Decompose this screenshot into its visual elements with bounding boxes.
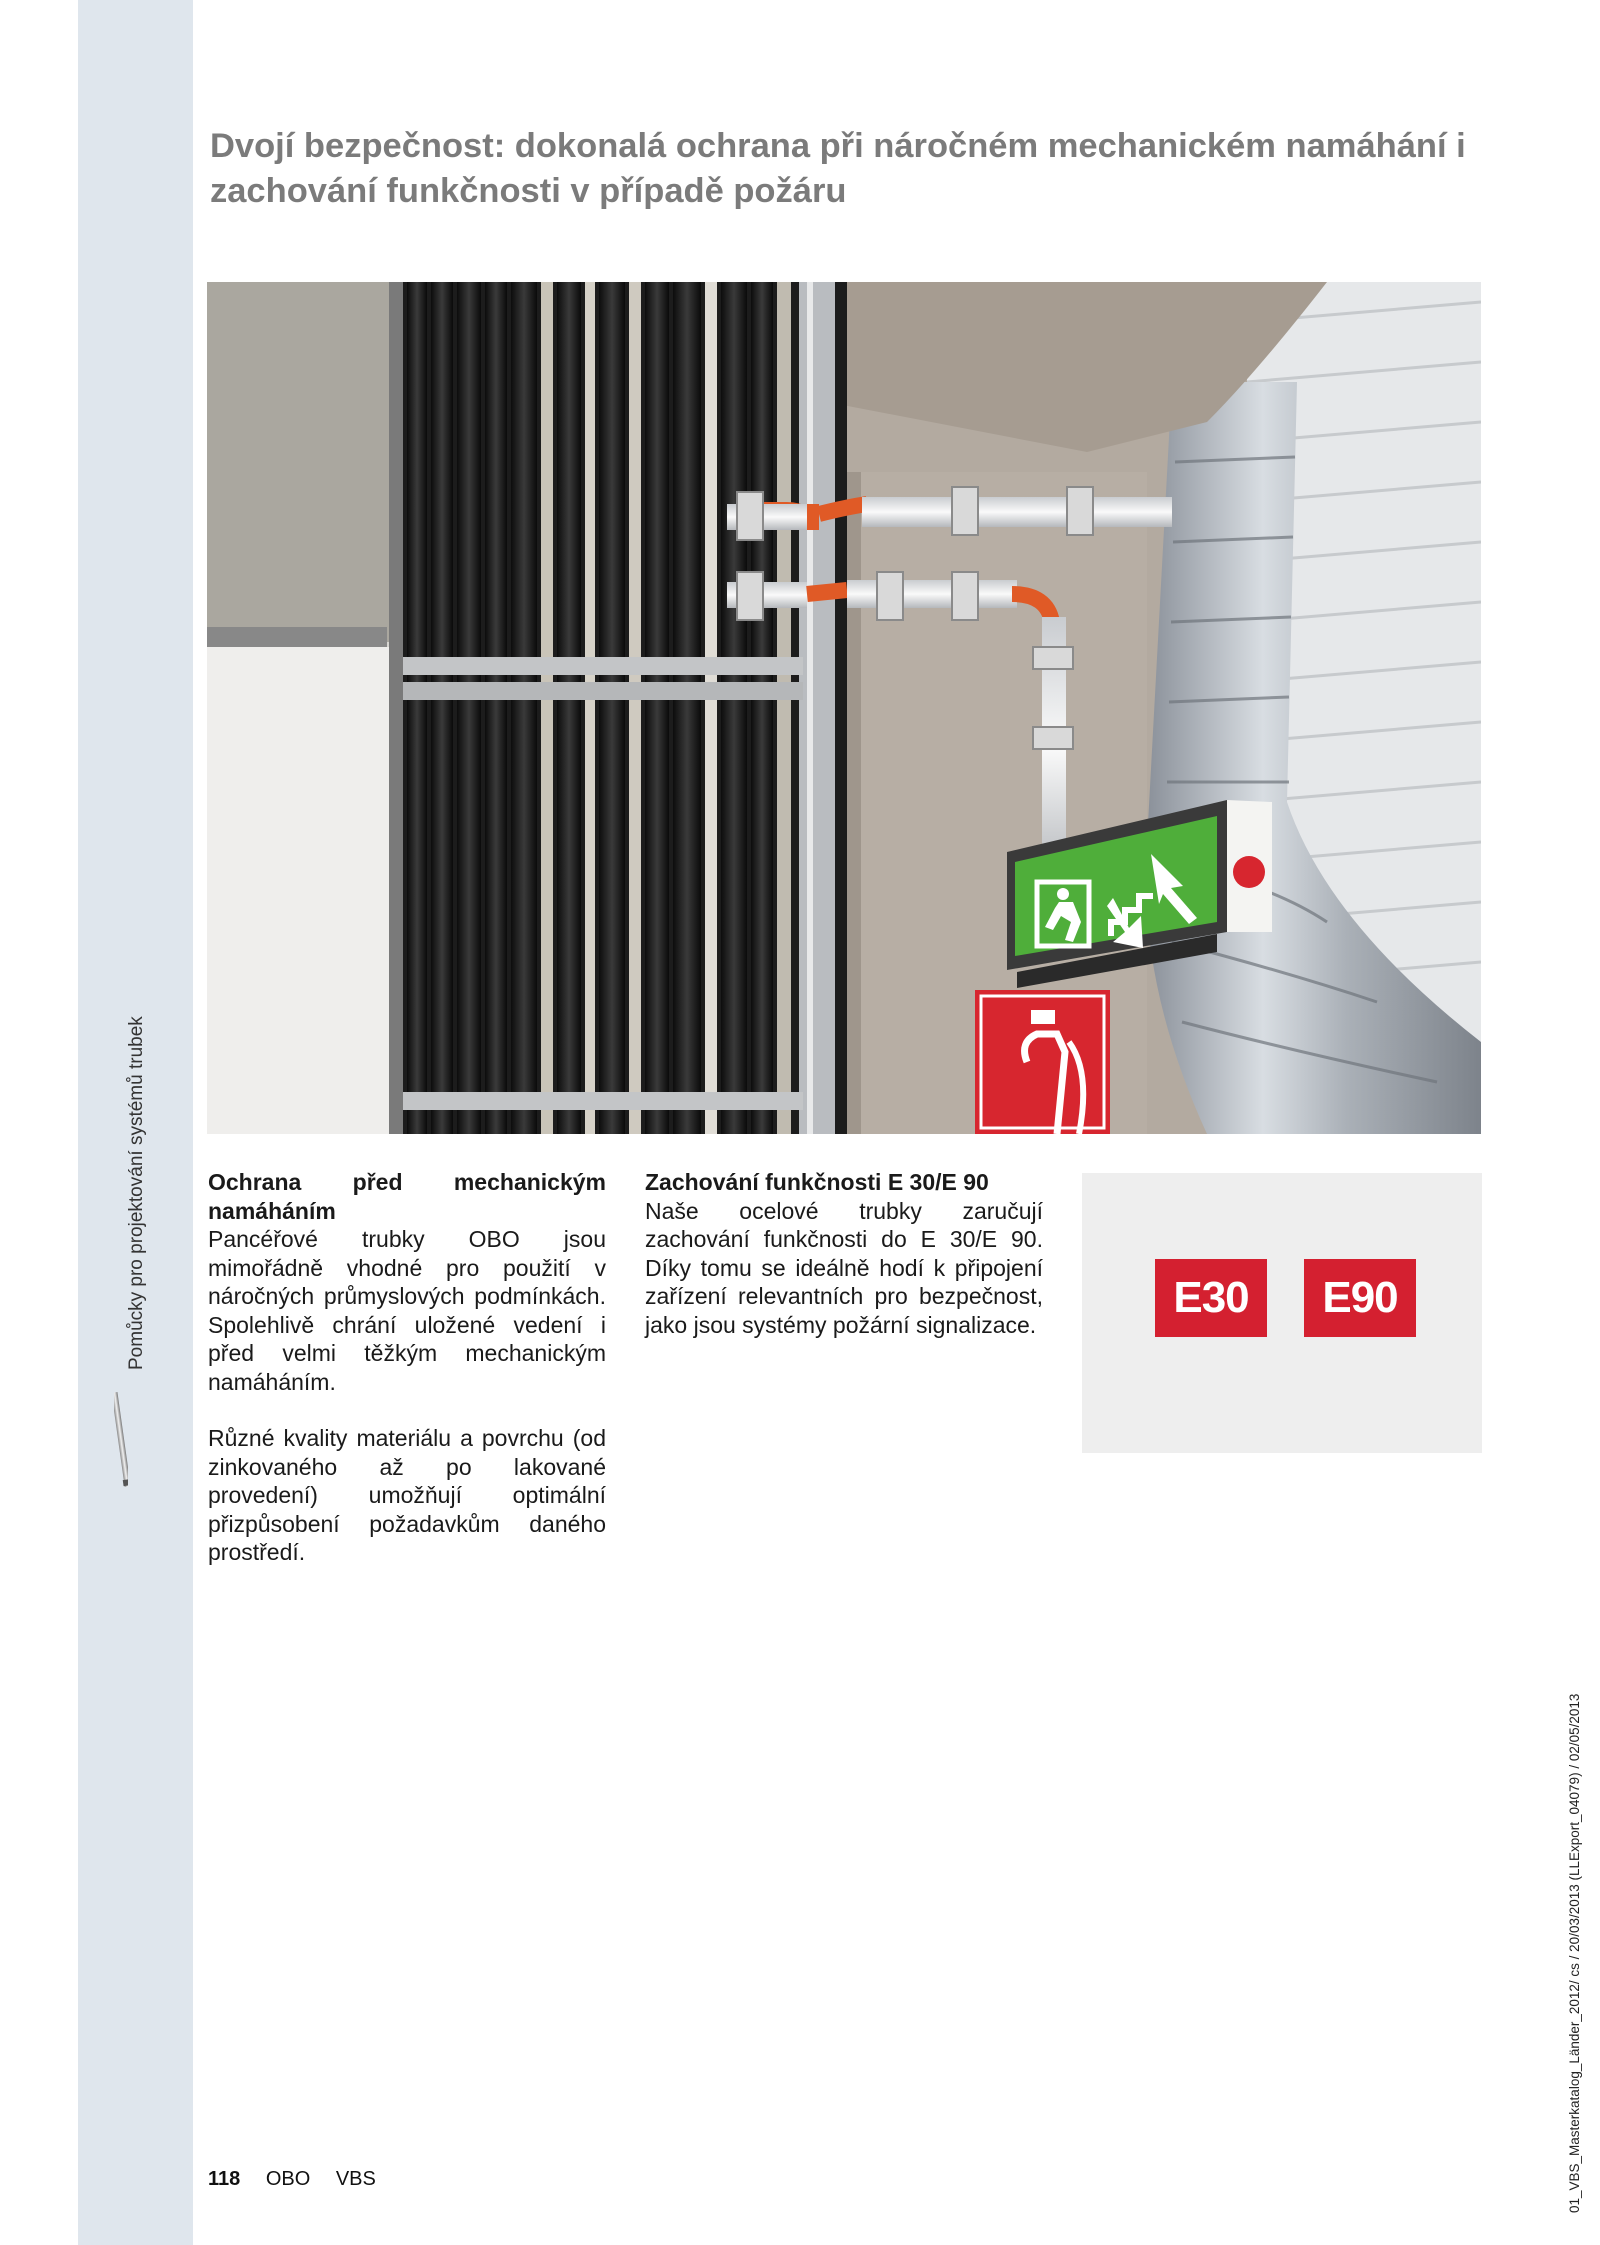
- footer-section: VBS: [335, 2168, 376, 2190]
- page-footer: [208, 2168, 396, 2191]
- section-paragraph: Naše ocelové trubky zaručují zachování funkčnosti do E 30/E 90. Díky tomu se ideálně hodí k připojení zařízení relevantních pro bezpečnost, jako jsou systémy požární signalizace.: [645, 1197, 1043, 1338]
- section-heading: Ochrana před mechanickým namáháním: [208, 1169, 606, 1224]
- tube-icon: [114, 1392, 128, 1487]
- e30-badge: E30: [1155, 1259, 1267, 1337]
- document-id: 01_VBS_Masterkatalog_Länder_2012/ cs / 20/03/2013 (LLExport_04079) / 02/05/2013: [1567, 1693, 1582, 2213]
- section-paragraph: Různé kvality materiálu a povrchu (od zinkovaného až po lakované provedení) umožňují optimální přizpůsobení požadavkům daného prostředí.: [208, 1425, 606, 1565]
- installation-photo: [207, 282, 1481, 1134]
- footer-brand: OBO: [265, 2168, 311, 2190]
- section-paragraph: Pancéřové trubky OBO jsou mimořádně vhodné pro použití v náročných průmyslových podmínkách. Spolehlivě chrání uložené vedení i před velmi těžkým mechanickým namáháním.: [208, 1226, 606, 1395]
- e90-badge: E90: [1304, 1259, 1416, 1337]
- page-number: 118: [208, 2168, 241, 2190]
- sidebar-label: Pomůcky pro projektování systémů trubek: [126, 1016, 147, 1370]
- mechanical-protection-section: [208, 1168, 606, 1567]
- page-title: Dvojí bezpečnost: dokonalá ochrana při náročném mechanickém namáhání i zachování funkčnosti v případě požáru: [210, 127, 1466, 210]
- function-retention-section: [645, 1168, 1043, 1339]
- fire-rating-badges: [1082, 1173, 1482, 1453]
- section-heading: Zachování funkčnosti E 30/E 90: [645, 1169, 989, 1195]
